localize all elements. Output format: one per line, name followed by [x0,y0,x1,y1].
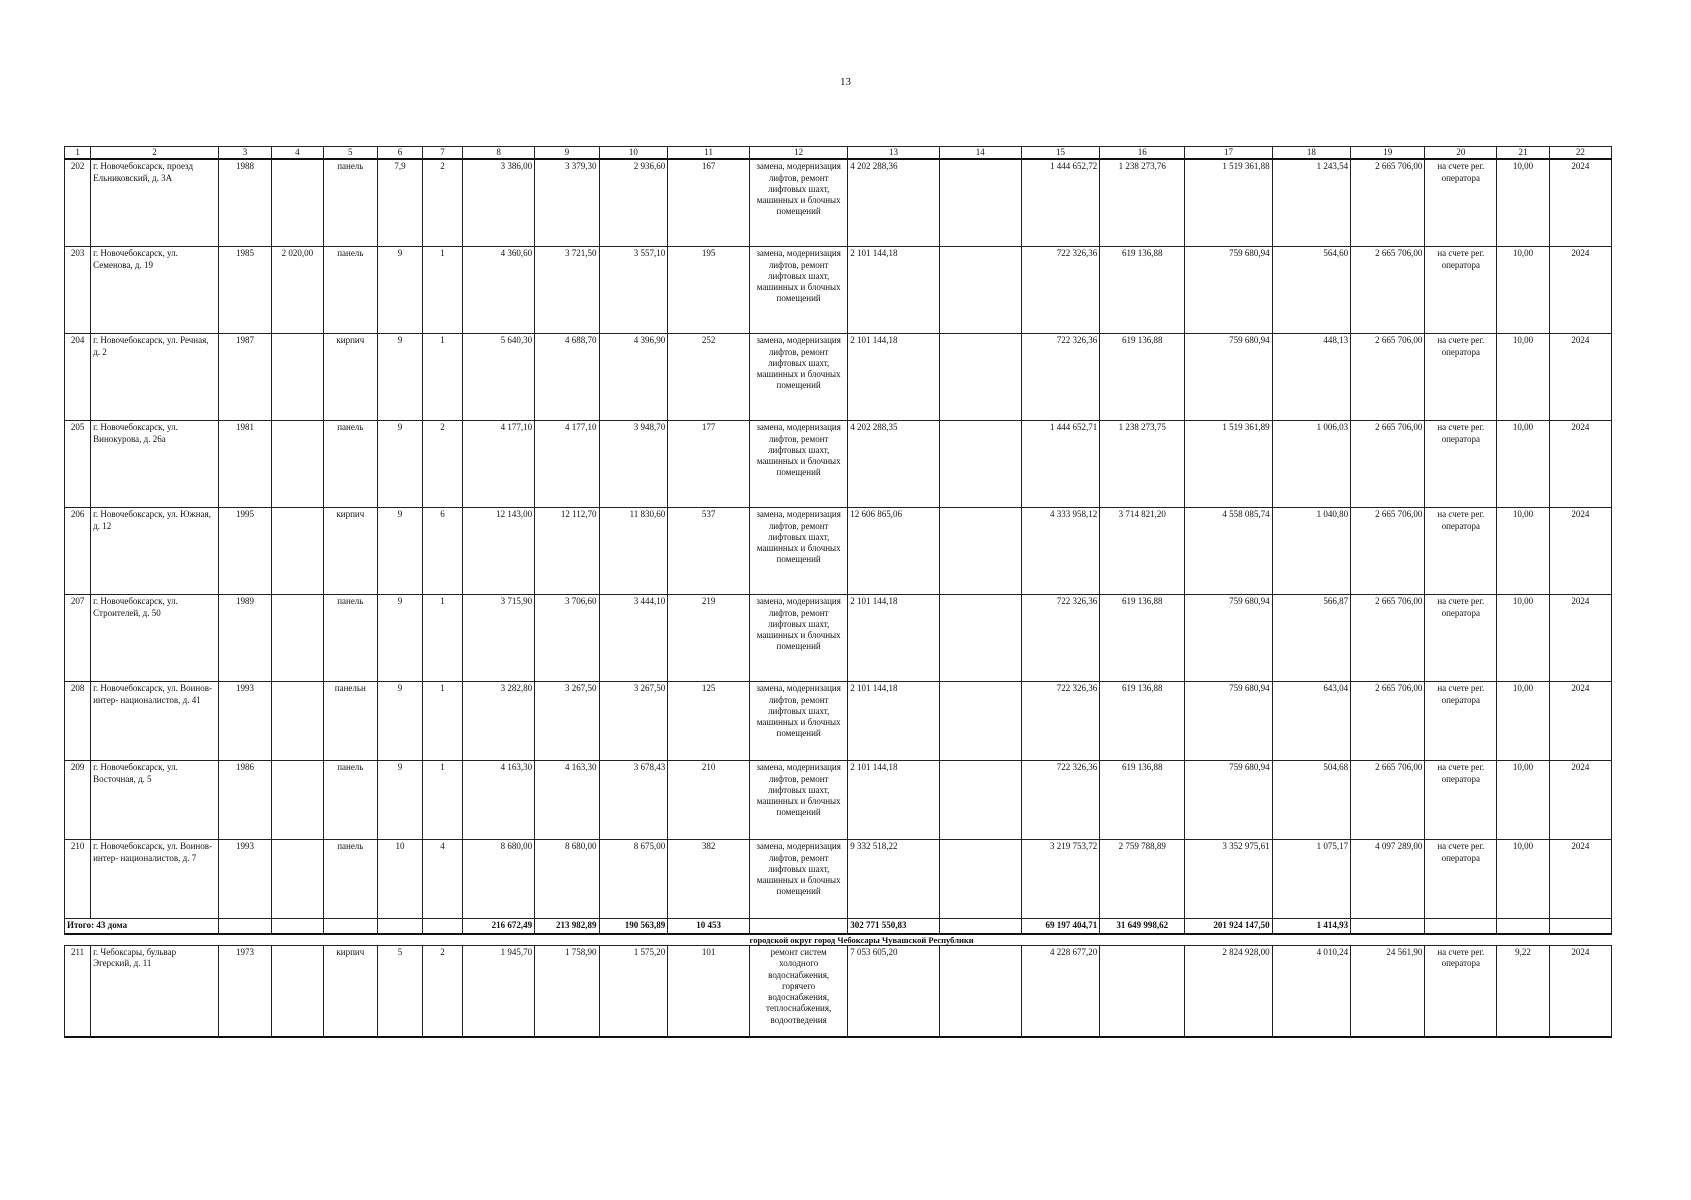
table-cell: 3 557,10 [599,247,668,334]
table-cell: 9 [378,334,423,421]
table-cell: 2 759 788,89 [1100,840,1185,919]
table-cell: 5 640,30 [463,334,535,421]
page-number: 13 [840,76,851,88]
table-cell: 2024 [1549,682,1611,761]
table-cell: 2024 [1549,595,1611,682]
table-cell: 24 561,90 [1351,946,1425,1038]
table-cell: 2024 [1549,421,1611,508]
column-number-header: 14 [939,147,1021,160]
table-cell: панель [323,840,378,919]
total-cell [378,919,423,934]
table-cell: 204 [65,334,91,421]
table-cell: 9 [378,508,423,595]
table-cell: 3 714 821,20 [1100,508,1185,595]
table-cell: панель [323,159,378,247]
table-cell: на счете рег. оператора [1425,421,1497,508]
table-cell: замена, модернизация лифтов, ремонт лифтовых шахт, машинных и блочных помещений [750,682,848,761]
table-cell: 6 [422,508,462,595]
table-cell: 3 267,50 [599,682,668,761]
table-cell: 10,00 [1497,840,1549,919]
table-cell: 1981 [218,421,271,508]
table-cell: г. Чебоксары, бульвар Эгерский, д. 11 [91,946,219,1038]
table-cell: 5 [378,946,423,1038]
total-cell: 1 414,93 [1272,919,1351,934]
table-cell: г. Новочебоксарск, ул. Восточная, д. 5 [91,761,219,840]
column-number-header: 19 [1351,147,1425,160]
column-number-header: 5 [323,147,378,160]
table-cell: 3 386,00 [463,159,535,247]
table-cell: 448,13 [1272,334,1351,421]
table-cell: 2024 [1549,840,1611,919]
table-cell: 205 [65,421,91,508]
table-row [65,334,1612,421]
table-cell: 2024 [1549,761,1611,840]
table-cell: 564,60 [1272,247,1351,334]
table-cell: 1989 [218,595,271,682]
table-cell: 210 [668,761,750,840]
table-cell: панель [323,421,378,508]
table-cell: на счете рег. оператора [1425,508,1497,595]
table-cell: 4 163,30 [463,761,535,840]
table-cell: 2024 [1549,247,1611,334]
column-number-header: 21 [1497,147,1549,160]
table-cell: 4 688,70 [535,334,599,421]
column-number-header: 4 [272,147,323,160]
table-cell: 759 680,94 [1185,334,1272,421]
table-cell: 2 101 144,18 [848,334,940,421]
table-row [65,159,1612,247]
table-cell: 9 [378,761,423,840]
table-cell: 759 680,94 [1185,761,1272,840]
total-cell: 31 649 998,62 [1100,919,1185,934]
table-cell [272,508,323,595]
table-cell: 566,87 [1272,595,1351,682]
table-cell: 9 [378,421,423,508]
table-cell: 167 [668,159,750,247]
table-cell: 1973 [218,946,271,1038]
table-cell: 9 [378,682,423,761]
table-cell: г. Новочебоксарск, ул. Строителей, д. 50 [91,595,219,682]
table-row [65,595,1612,682]
table-cell: 2 020,00 [272,247,323,334]
total-label: Итого: 43 дома [65,919,219,934]
table-cell [939,595,1021,682]
table-cell: г. Новочебоксарск, ул. Воинов-интер- националистов, д. 7 [91,840,219,919]
table-cell: на счете рег. оператора [1425,840,1497,919]
column-number-header: 7 [422,147,462,160]
table-cell: 1 575,20 [599,946,668,1038]
table-cell: 2 101 144,18 [848,595,940,682]
table-cell: 1 [422,595,462,682]
column-number-header: 2 [91,147,219,160]
table-cell: 382 [668,840,750,919]
table-cell: замена, модернизация лифтов, ремонт лифтовых шахт, машинных и блочных помещений [750,247,848,334]
table-cell: 537 [668,508,750,595]
total-cell [939,919,1021,934]
table-cell: замена, модернизация лифтов, ремонт лифтовых шахт, машинных и блочных помещений [750,761,848,840]
section-spacer [1185,934,1612,946]
table-cell: г. Новочебоксарск, ул. Воинов-интер- националистов, д. 41 [91,682,219,761]
total-cell: 216 672,49 [463,919,535,934]
table-cell: 10,00 [1497,421,1549,508]
table-cell: 722 326,36 [1021,247,1100,334]
table-cell: 4 177,10 [463,421,535,508]
table-cell: панель [323,247,378,334]
table-cell: 207 [65,595,91,682]
total-cell [1425,919,1497,934]
table-cell: 3 721,50 [535,247,599,334]
table-cell: 4 [422,840,462,919]
table-cell: 1 444 652,72 [1021,159,1100,247]
column-number-header: 15 [1021,147,1100,160]
table-cell: 2 665 706,00 [1351,247,1425,334]
table-cell [939,761,1021,840]
table-cell: 4 333 958,12 [1021,508,1100,595]
table-cell: 1 945,70 [463,946,535,1038]
table-cell: 3 706,60 [535,595,599,682]
table-cell: 619 136,88 [1100,247,1185,334]
table-cell: замена, модернизация лифтов, ремонт лифтовых шахт, машинных и блочных помещений [750,508,848,595]
table-cell: 2 824 928,00 [1185,946,1272,1038]
table-cell: панельн [323,682,378,761]
table-cell: г. Новочебоксарск, ул. Речная, д. 2 [91,334,219,421]
total-cell: 69 197 404,71 [1021,919,1100,934]
table-cell: 1 [422,761,462,840]
table-cell: 10,00 [1497,595,1549,682]
table-cell: замена, модернизация лифтов, ремонт лифтовых шахт, машинных и блочных помещений [750,334,848,421]
column-number-header: 17 [1185,147,1272,160]
table-cell: 3 352 975,61 [1185,840,1272,919]
table-cell: 2024 [1549,508,1611,595]
total-cell [1549,919,1611,934]
table-cell: 1 040,80 [1272,508,1351,595]
table-cell: г. Новочебоксарск, ул. Южная, д. 12 [91,508,219,595]
table-cell: 219 [668,595,750,682]
total-cell [422,919,462,934]
table-cell: 211 [65,946,91,1038]
column-number-header: 12 [750,147,848,160]
table-cell: 722 326,36 [1021,595,1100,682]
table-cell: 619 136,88 [1100,334,1185,421]
total-cell: 213 982,89 [535,919,599,934]
table-cell [939,247,1021,334]
table-cell: 9 [378,247,423,334]
table-cell [272,946,323,1038]
table-cell: 1 [422,682,462,761]
table-cell: 2 [422,159,462,247]
table-cell: 643,04 [1272,682,1351,761]
total-cell [1351,919,1425,934]
table-row [65,682,1612,761]
table-cell: 1 519 361,88 [1185,159,1272,247]
table-cell: 1988 [218,159,271,247]
table-cell: 4 163,30 [535,761,599,840]
table-cell: на счете рег. оператора [1425,595,1497,682]
total-cell [1497,919,1549,934]
table-cell: 11 830,60 [599,508,668,595]
table-row [65,247,1612,334]
table-cell: на счете рег. оператора [1425,334,1497,421]
table-cell: кирпич [323,508,378,595]
table-cell: 7,9 [378,159,423,247]
column-number-header: 6 [378,147,423,160]
table-cell: 4 228 677,20 [1021,946,1100,1038]
table-row [65,421,1612,508]
table-cell: кирпич [323,946,378,1038]
table-cell: 1 238 273,76 [1100,159,1185,247]
table-cell: 208 [65,682,91,761]
total-row [65,919,1612,934]
section-title: городской округ город Чебоксары Чувашской Республики [749,934,974,945]
table-cell: замена, модернизация лифтов, ремонт лифтовых шахт, машинных и блочных помещений [750,421,848,508]
table-cell: г. Новочебоксарск, проезд Ельниковский, д. 3А [91,159,219,247]
table-cell: 4 177,10 [535,421,599,508]
table-cell: панель [323,595,378,682]
table-cell: 8 675,00 [599,840,668,919]
total-cell [218,919,271,934]
table-cell: 3 678,43 [599,761,668,840]
table-cell: 4 010,24 [1272,946,1351,1038]
table-cell: 3 948,70 [599,421,668,508]
table-cell: 2 101 144,18 [848,682,940,761]
repair-program-table [64,146,1612,1038]
table-cell: ремонт систем холодного водоснабжения, горячего водоснабжения, теплоснабжения, водоотведения [750,946,848,1038]
table-cell: 177 [668,421,750,508]
table-cell: 10,00 [1497,334,1549,421]
table-cell: замена, модернизация лифтов, ремонт лифтовых шахт, машинных и блочных помещений [750,595,848,682]
table-cell: 759 680,94 [1185,682,1272,761]
table-cell: 3 267,50 [535,682,599,761]
table-cell: 1 444 652,71 [1021,421,1100,508]
table-cell: на счете рег. оператора [1425,946,1497,1038]
table-cell: панель [323,761,378,840]
table-cell: г. Новочебоксарск, ул. Семенова, д. 19 [91,247,219,334]
table-cell: 209 [65,761,91,840]
table-cell: 12 112,70 [535,508,599,595]
table-cell: 722 326,36 [1021,761,1100,840]
table-cell: 203 [65,247,91,334]
table-cell: 8 680,00 [463,840,535,919]
table-cell: замена, модернизация лифтов, ремонт лифтовых шахт, машинных и блочных помещений [750,840,848,919]
table-cell: 2 101 144,18 [848,247,940,334]
column-number-header: 3 [218,147,271,160]
table-cell: 3 219 753,72 [1021,840,1100,919]
table-cell: 2 101 144,18 [848,761,940,840]
table-cell: 619 136,88 [1100,595,1185,682]
column-number-header: 11 [668,147,750,160]
table-cell: 1987 [218,334,271,421]
table-cell: 2 [422,421,462,508]
column-number-row [65,147,1612,160]
table-cell: 619 136,88 [1100,682,1185,761]
column-number-header: 16 [1100,147,1185,160]
table-cell: замена, модернизация лифтов, ремонт лифтовых шахт, машинных и блочных помещений [750,159,848,247]
table-cell: 202 [65,159,91,247]
table-cell: 125 [668,682,750,761]
table-cell: 1 [422,247,462,334]
table-cell: 9,22 [1497,946,1549,1038]
table-cell: г. Новочебоксарск, ул. Винокурова, д. 26а [91,421,219,508]
table-cell [272,159,323,247]
column-number-header: 20 [1425,147,1497,160]
table-cell [272,595,323,682]
table-cell: 1 238 273,75 [1100,421,1185,508]
table-cell: 4 202 288,35 [848,421,940,508]
table-cell: 10,00 [1497,682,1549,761]
table-cell [939,159,1021,247]
table-cell: 1 075,17 [1272,840,1351,919]
table-cell: 9 332 518,22 [848,840,940,919]
table-cell [272,421,323,508]
column-number-header: 1 [65,147,91,160]
table-cell [939,508,1021,595]
section-title-row [65,934,1612,946]
table-cell: 2 665 706,00 [1351,508,1425,595]
column-number-header: 22 [1549,147,1611,160]
table-cell: 4 097 289,00 [1351,840,1425,919]
table-cell: 4 396,90 [599,334,668,421]
table-cell: 1993 [218,840,271,919]
table-cell: 210 [65,840,91,919]
table-cell [272,840,323,919]
column-number-header: 10 [599,147,668,160]
table-cell: 10,00 [1497,247,1549,334]
column-number-header: 18 [1272,147,1351,160]
table-cell: 2 665 706,00 [1351,682,1425,761]
table-cell: 10 [378,840,423,919]
table-cell: 4 360,60 [463,247,535,334]
table-cell: 10,00 [1497,508,1549,595]
table-cell: 2 665 706,00 [1351,159,1425,247]
table-cell: 1 519 361,89 [1185,421,1272,508]
table-cell: 759 680,94 [1185,247,1272,334]
table-cell: 722 326,36 [1021,334,1100,421]
table-cell: 4 202 288,36 [848,159,940,247]
table-cell: 1993 [218,682,271,761]
total-cell [750,919,848,934]
total-cell [323,919,378,934]
table-cell: 2 665 706,00 [1351,421,1425,508]
table-cell: 2 [422,946,462,1038]
total-cell: 302 771 550,83 [848,919,940,934]
table-cell: 195 [668,247,750,334]
table-cell: 1985 [218,247,271,334]
table-cell: 759 680,94 [1185,595,1272,682]
table-cell: 2024 [1549,334,1611,421]
table-cell [939,421,1021,508]
table-cell: 3 444,10 [599,595,668,682]
table-cell [939,682,1021,761]
table-cell [272,761,323,840]
table-cell: 3 282,80 [463,682,535,761]
table-cell [939,334,1021,421]
table-cell: 206 [65,508,91,595]
total-cell [272,919,323,934]
column-number-header: 8 [463,147,535,160]
table-cell: 3 715,90 [463,595,535,682]
table-cell: 1 243,54 [1272,159,1351,247]
section-spacer [65,934,750,946]
table-cell [939,946,1021,1038]
table-row [65,761,1612,840]
table-cell: 12 606 865,06 [848,508,940,595]
table-cell: 1995 [218,508,271,595]
table-cell: 1 006,03 [1272,421,1351,508]
table-cell: 722 326,36 [1021,682,1100,761]
table-row [65,946,1612,1038]
table-cell: 252 [668,334,750,421]
table-cell: 2024 [1549,946,1611,1038]
table-cell: на счете рег. оператора [1425,682,1497,761]
table-cell [272,682,323,761]
total-cell: 190 563,89 [599,919,668,934]
total-cell: 10 453 [668,919,750,934]
table-cell: 2 665 706,00 [1351,595,1425,682]
table-cell [1100,946,1185,1038]
table-cell: кирпич [323,334,378,421]
table-cell: 8 680,00 [535,840,599,919]
table-cell: 504,68 [1272,761,1351,840]
column-number-header: 13 [848,147,940,160]
table-cell: 12 143,00 [463,508,535,595]
table-cell: 1 758,90 [535,946,599,1038]
table-cell: 3 379,30 [535,159,599,247]
column-number-header: 9 [535,147,599,160]
table-cell: 4 558 085,74 [1185,508,1272,595]
table-cell: на счете рег. оператора [1425,159,1497,247]
total-cell: 201 924 147,50 [1185,919,1272,934]
table-cell: 1986 [218,761,271,840]
table-cell: 10,00 [1497,761,1549,840]
table-row [65,840,1612,919]
table-cell [939,840,1021,919]
table-cell: на счете рег. оператора [1425,761,1497,840]
table-cell: 1 [422,334,462,421]
table-cell: на счете рег. оператора [1425,247,1497,334]
table-cell: 2 665 706,00 [1351,761,1425,840]
table-cell: 2024 [1549,159,1611,247]
table-cell: 10,00 [1497,159,1549,247]
table-cell: 2 936,60 [599,159,668,247]
table-cell: 619 136,88 [1100,761,1185,840]
table-cell [272,334,323,421]
table-cell: 101 [668,946,750,1038]
table-cell: 2 665 706,00 [1351,334,1425,421]
table-cell: 7 053 605,20 [848,946,940,1038]
table-cell: 9 [378,595,423,682]
table-row [65,508,1612,595]
